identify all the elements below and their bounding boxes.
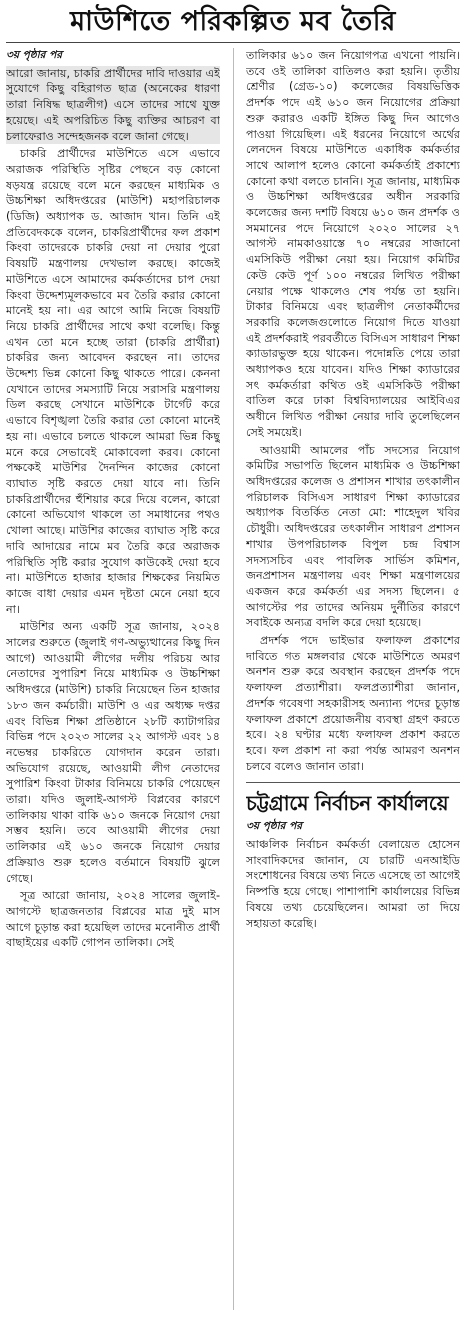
right-column: [246, 48, 460, 1310]
second-headline: চট্টগ্রামে নির্বাচন কার্যালয়ে: [246, 791, 449, 816]
second-article-paragraph: আঞ্চলিক নির্বাচন কর্মকর্তা বেলায়েত হোসেন সাংবাদিকদের জানান, যে চারটি এনআইডি সংশোধনের বিষয়ে তথ্য নিতে এসেছে তা আগেই নিষ্পত্তি হয়ে গেছে। পাশাপাশি কার্যালয়ের বিভিন্ন বিষয়ে তথ্য চেয়েছিলেন। আমরা তা দিয়ে সহায়তা করেছি।: [246, 838, 460, 930]
article-separator: [246, 782, 460, 783]
article-paragraph: আওয়ামী আমলের পাঁচ সদস্যের নিয়োগ কমিটির সভাপতি ছিলেন মাধ্যমিক ও উচ্চশিক্ষা অধিদপ্তরের কলেজ ও প্রশাসন শাখার তৎকালীন পরিচালক বিসিএস সাধারণ শিক্ষা ক্যাডারের অধ্যাপক বিতর্কিত নেতা মো: শাহেদুল খবির চৌধুরী। অধিদপ্তরের তৎকালীন সাধারণ প্রশাসন শাখার উপপরিচালক বিপুল চন্দ্র বিশ্বাস সদস্যসচিব এবং পাবলিক সার্ভিস কমিশন, জনপ্রশাসন মন্ত্রণালয় এবং শিক্ষা মন্ত্রণালয়ের একজন করে কর্মকর্তা এর সদস্য ছিলেন। ৫ আগস্টের পর তাদের অনিয়ম দুর্নীতির কারণে সবাইকে অন্যত্র বদলি করে দেয়া হয়েছে।: [246, 443, 460, 630]
left-column: [6, 48, 220, 1310]
column-divider: [233, 48, 234, 1310]
article-paragraph: চাকরি প্রার্থীদের মাউশিতে এসে এভাবে অরাজক পরিস্থিতি সৃষ্টির পেছনে বড় কোনো ষড়যন্ত্র রয়েছে বলে মনে করছেন মাধ্যমিক ও উচ্চশিক্ষা অধিদপ্তরের (মাউশি) মহাপরিচালক (ডিজি) অধ্যাপক ড. আজাদ খান। তিনি এই প্রতিবেদককে বলেন, চাকরিপ্রার্থীদের ফল প্রকাশ কিংবা তাদেরকে চাকরি দেয়া না দেয়ার পুরো বিষয়টি মন্ত্রণালয় দেখভাল করছে। কাজেই মাউশিতে এসে আমাদের কর্মকর্তাদের চাপ দেয়া কিংবা উদ্দেশ্যমূলকভাবে মব তৈরি করার কোনো মানেই হয় না। এর আগে আমি নিজে বিষয়টি নিয়ে চাকরি প্রার্থীদের সাথে কথা বলেছি। কিন্তু এখন তো মনে হচ্ছে তারা (চাকরি প্রার্থীরা) চাকরির জন্য আবেদন করছেন না। তাদের উদ্দেশ্য ভিন্ন কোনো কিছু থাকতে পারে। কেননা যেখানে তাদের সমস্যাটি নিয়ে সরাসরি মন্ত্রণালয় ডিল করছে সেখানে মাউশিকে টার্গেট করে এভাবে বিশৃঙ্খলা তৈরি করার তো কোনো মানেই হয় না। এভাবে চলতে থাকলে আমরা ভিন্ন কিছু মনে করে সেভাবেই মোকাবেলা করব। কোনো পক্ষকেই মাউশির দৈনন্দিন কাজের কোনো ব্যাঘাত সৃষ্টি করতে দেয়া যাবে না। তিনি চাকরিপ্রার্থীদের হুঁশিয়ার করে দিয়ে বলেন, কারো কোনো অভিযোগ থাকলে তা সমাধানের পথও খোলা আছে। মাউশির কাজের ব্যাঘাত সৃষ্টি করে দাবি আদায়ের নামে মব তৈরি করে অরাজক পরিস্থিতি সৃষ্টি করার সুযোগ কাউকেই দেয়া হবে না। মাউশিতে হাজার হাজার শিক্ষকের নিয়মিত কাজে বাধা দেয়ার এমন দৃষ্টতা মেনে নেয়া হবে না।: [6, 147, 220, 616]
main-headline: মাউশিতে পরিকল্পিত মব তৈরি: [70, 6, 396, 37]
article-paragraph: আরো জানায়, চাকরি প্রার্থীদের দাবি দাওয়ার এই সুযোগে কিছু বহিরাগত ছাত্র (অনেকের ধারণা তারা নিষিদ্ধ ছাত্রলীগ) এসে তাদের সাথে যুক্ত হয়েছে। এই অপরিচিত কিছু ব্যক্তির আচরণ বা চলাফেরাও সন্দেহজনক বলে জানা গেছে।: [6, 66, 220, 143]
article-paragraph: প্রদর্শক পদে ভাইভার ফলাফল প্রকাশের দাবিতে গত মঙ্গলবার থেকে মাউশিতে অমরণ অনশন শুরু করে অবস্থান করছেন প্রদর্শক পদে ফলাফল প্রত্যাশীরা। ফলপ্রত্যাশীরা জানান, প্রদর্শক গবেষণা সহকারীসহ অন্যান্য পদের চূড়ান্ত ফলাফল প্রকাশে প্রয়োজনীয় ব্যবস্থা গ্রহণ করতে হবে। ২৪ ঘণ্টার মধ্যে ফলাফল প্রকাশ করতে হবে। ফল প্রকাশ না করা পর্যন্ত আমরণ অনশন চলবে বলেও জানান তারা।: [246, 634, 460, 773]
article-paragraph: তালিকার ৬১০ জন নিয়োগপত্র এখনো পায়নি। তবে ওই তালিকা বাতিলও করা হয়নি। তৃতীয় শ্রেণীর (গ্রেড-১০) কলেজের বিষয়ভিত্তিক প্রদর্শক পদে এই ৬১০ জন নিয়োগের প্রক্রিয়া শুরু করারও একটি ইঙ্গিত কিছু দিন আগেও পাওয়া গিয়েছিল। এই ধরনের নিয়োগে অর্থের লেনদেন বিষয়ে মাউশিতে একাধিক কর্মকর্তার সাথে আলাপ হলেও কোনো কর্মকর্তাই প্রকাশ্যে কোনো কথা বলতে চাননি। সূত্র জানায়, মাধ্যমিক ও উচ্চশিক্ষা অধিদপ্তরের অধীন সরকারি কলেজের জন্য দশটি বিষয়ে ৬১০ জন প্রদর্শক ও সমমানের পদে নিয়োগে ২০২০ সালের ২৭ আগস্ট নামকাওয়াস্তে ৭০ নম্বরের সাজানো এমসিকিউ পরীক্ষা নেয়া হয়। নিয়োগ কমিটির কেউ কেউ পূর্ণ ১০০ নম্বরের লিখিত পরীক্ষা নেয়ার পক্ষে থাকলেও শেষ পর্যন্ত তা হয়নি। টাকার বিনিময়ে এবং ছাত্রলীগ নেতাকর্মীদের সরকারি কলেজগুলোতে নিয়োগ দিতে যাওয়া এই প্রদর্শকরাই পরবর্তীতে বিসিএস সাধারণ শিক্ষা ক্যাডারভুক্ত হয়ে থাকেন। পদোন্নতি পেয়ে তারা অধ্যাপকও হয়ে যাবেন। যদিও শিক্ষা ক্যাডারের সৎ কর্মকর্তারা কথিত ওই এমসিকিউ পরীক্ষা বাতিল করে ঢাকা বিশ্ববিদ্যালয়ের আইবিএর অধীনে লিখিত পরীক্ষা নেয়ার দাবি তুলেছিলেন সেই সময়েই।: [246, 49, 460, 439]
article-paragraph: মাউশির অন্য একটি সূত্র জানায়, ২০২৪ সালের শুরুতে (জুলাই গণ-অভ্যুত্থানের কিছু দিন আগে) আওয়ামী লীগের দলীয় পরিচয় আর নেতাদের সুপারিশ নিয়ে মাধ্যমিক ও উচ্চশিক্ষা অধিদপ্তরে (মাউশি) চাকরি নিয়েছেন তিন হাজার ১৮৩ জন কর্মচারী। মাউশি ও এর অধ্যক্ষ দপ্তর এবং বিভিন্ন শিক্ষা প্রতিষ্ঠানে ২৮টি ক্যাটাগরির বিভিন্ন পদে ২০২৩ সালের ২২ আগস্ট এবং ১৪ নভেম্বর চাকরিতে যোগদান করেন তারা। অভিযোগ রয়েছে, আওয়ামী লীগ নেতাদের সুপারিশ কিংবা টাকার বিনিময়ে চাকরি পেয়েছেন তারা। যদিও জুলাই-আগস্ট বিপ্লবের কারণে তালিকায় থাকা বাকি ৬১০ জনকে নিয়োগ দেয়া সম্ভব হয়নি। তবে আওয়ামী লীগের দেয়া তালিকার এই ৬১০ জনকে নিয়োগ দেয়ার প্রক্রিয়াও শুরু হলেও বর্তমানে বিষয়টি ঝুলে গেছে।: [6, 620, 220, 885]
article-paragraph: সূত্র আরো জানায়, ২০২৪ সালের জুলাই-আগস্টে ছাত্রজনতার বিপ্লবের মাত্র দুই মাস আগে চূড়ান্ত করা হয়েছিল তাদের মনোনীত প্রার্থী বাছাইয়ের একটি গোপন তালিকা। সেই: [6, 889, 220, 950]
second-continued-from-label: ৩য় পৃষ্ঠার পর: [246, 820, 303, 833]
headline-rule: [6, 42, 460, 43]
continued-from-label: ৩য় পৃষ্ঠার পর: [6, 49, 63, 61]
